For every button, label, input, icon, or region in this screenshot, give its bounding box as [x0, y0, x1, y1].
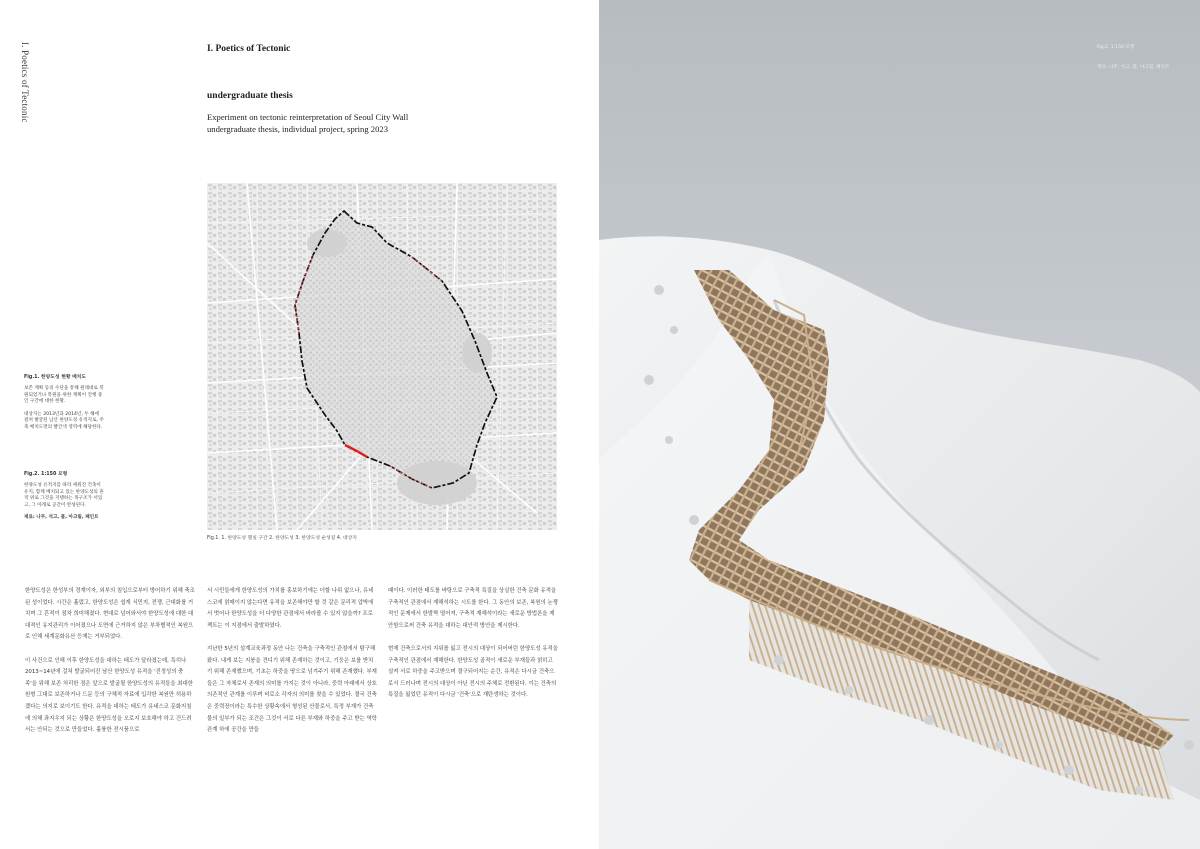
section-title: I. Poetics of Tectonic [207, 44, 291, 54]
map-caption: Fig.1. 1. 한양도성 멸실 구간 2. 한양도성 3. 한양도성 순성길 4. 대상지 [207, 536, 357, 541]
fig1-notes [24, 373, 104, 437]
body-column-2 [207, 586, 377, 748]
model-photograph [599, 0, 1200, 849]
map-graphic [207, 183, 557, 530]
fig1-text: 보존 계획 등의 수단을 통해 원래대로 복원되었거나 복원을 위한 계획이 진행 중인 구간에 대한 현황. [24, 386, 104, 404]
body-paragraph: 현재 건축으로서의 지위를 잃고 전시의 대상이 되어버린 한양도성 유적을 구축적인 관점에서 재해한다. 한양도성 골적이 새로운 부재들과 얽히고 설켜 서로 하중을 주고받으며 결구되어지는 순간, 유적은 다시금 건축으로서 드러나며 전시의 대상이 아닌 전시의 주체로 전환된다. 이는 건축의 특질을 잃었던 유적이 다시금 '건축'으로 재탄생하는 것이다. [388, 645, 558, 699]
fig2-label: Fig.2. 1:150 모형 [24, 472, 68, 477]
thesis-description [207, 112, 408, 135]
fig2-material: 재료: 나무, 석고, 폼, 아크릴, 패인트 [24, 515, 99, 520]
thesis-line: Experiment on tectonic reinterpretation of Seoul City Wall [207, 112, 409, 122]
seoul-city-wall-map [207, 183, 557, 530]
body-paragraph: 때이다. 이러한 태도를 바탕으로 구축적 특질을 상실한 건축 문화 유적을 구축적인 관점에서 재해석하는 시도를 한다. 그 동안의 보존, 복원의 논쟁적인 문제에서 한발짝 떨어져, 구축적 재해석이라는 새로운 방법론을 제안함으로써 건축 유적을 대하는 대안적 방안을 제시한다. [388, 588, 558, 629]
body-paragraph: 지난한 5년의 설계교육과정 동안 나는 건축을 구축적인 관점에서 탐구해왔다. 내게 보는 지붕을 견디기 위해 존재하는 것이고, 기둥은 보를 받치기 위해 존재했으며, 기초는 하중을 땅으로 넘겨주기 위해 존재했다. 부재들은 그 자체로서 존재의 의미를 가지는 것이 아니라, 중력 아래에서 상호의존적인 관계를 이루며 비로소 각자의 의미를 찾을 수 있었다. 결국 건축은 중력장이라는 특수한 상황속에서 형성된 산물로서, 특정 부재가 건축물의 일부가 되는 조건은 그것이 서로 다른 부재와 하중을 주고 받는 역학 관계 하에 공간을 만들 [207, 645, 377, 734]
fig2-text: 한양도성 유적지를 따라 세워진 건축이 유지, 함께 배치되고 있는 한양도성의 흔적 위로 그것을 지탱하는 목구조가 서있고, 그 아래로 공간이 완성된다. [24, 483, 104, 508]
fig1-text: 대상지는 2013년과 2014년, 두 해에 걸쳐 발굴된 남산 한양도성 유적지로, 주축 배치도면의 빨간색 영역에 해당한다. [24, 411, 104, 430]
body-column-1 [25, 586, 195, 748]
body-paragraph: 서 시민들에게 한양도성의 가치를 홍보하기에는 더할 나위 없으나, 유네스코에 얽매이지 않는다면 유적을 보존해야만 할 것 같은 문리적 압박에서 벗어나 한양도성을 더 다양한 관점에서 바라볼 수 있지 않을까? 프로젝트는 이 지점에서 출발하였다. [207, 588, 374, 629]
body-paragraph: 이 사건으로 인해 이후 한양도성을 대하는 태도가 달라졌는데, 특히나 2013~14년에 걸쳐 발굴되어진 남산 한양도성 유적을 '진정성의 충족'을 위해 보존 처리한 점은 앞으로 발굴될 한양도성의 유적들을 최대한 원형 그대로 보존하거나 드문 등의 구체적 자료에 입각한 복원만 허용하겠다는 의지로 보이기도 한다. 유적을 대하는 태도가 유네스코 문화지침에 의해 좌지우지 되는 상황은 한양도성을 오로지 보호해야 하고 건드려서는 안되는 것으로 만들었다. 훌륭한 전시품으로 [25, 657, 193, 734]
photo-fig-label: Fig.2. 1:150 모형 [1097, 45, 1135, 50]
thesis-line: undergraduate thesis, individual project, spring 2023 [207, 123, 388, 134]
body-column-3 [388, 586, 558, 714]
body-paragraph: 한양도성은 한성부의 경계이자, 외부의 침입으로부터 방어하기 위해 축조된 성이었다. 시간은 흘렀고, 한양도성은 쉽게 식민지, 전쟁, 근대화를 거치며 그 흔적이 점차 희미해졌다. 현대로 넘어와서야 한양도성에 대한 대대적인 유지관리가 이어졌으나 도면에 근거하지 않은 부차별적인 복원으로 인해 세계문화유산 등재는 거부되었다. [25, 588, 195, 641]
vertical-section-label: I. Poetics of Tectonic [20, 42, 30, 123]
fig1-label: Fig.1. 한양도성 현황 배치도 [24, 375, 87, 380]
thesis-heading: undergraduate thesis [207, 91, 293, 101]
left-page [0, 0, 599, 849]
fig2-notes [24, 470, 104, 528]
photo-fig-description: 재료: 나무, 석고, 폼, 아크릴, 패인트 [1097, 65, 1170, 70]
model-image [599, 0, 1200, 849]
